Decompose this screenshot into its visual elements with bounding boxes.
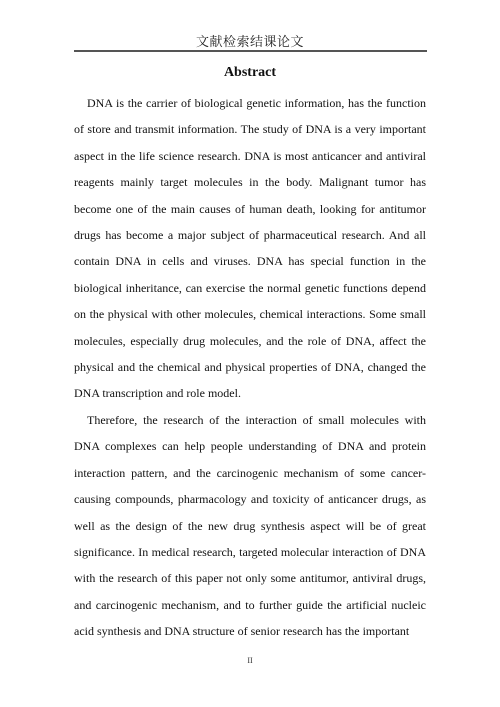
running-header-title: 文献检索结课论文 (195, 34, 304, 49)
header-divider (74, 50, 427, 52)
abstract-heading: Abstract (223, 65, 277, 80)
page-number: II (247, 656, 253, 665)
abstract-paragraph-2: Therefore, the research of the interaction of small molecules with DNA complexes can help people understanding of DNA and protein interaction pattern, and the carcinogenic mechanism of some cancer-causing compounds, pharmacology and toxicity of anticancer drugs, as well as the design of the new drug synthesis aspect will be of great significance. In medical research, targeted molecular interaction of DNA with the research of this paper not only some antitumor, antiviral drugs, and carcinogenic mechanism, and to further guide the artificial nucleic acid synthesis and DNA structure of senior research has the important (74, 412, 426, 639)
abstract-paragraph-1: DNA is the carrier of biological genetic information, has the function of store and transmit information. The study of DNA is a very important aspect in the life science research. DNA is most anticancer and antiviral reagents mainly target molecules in the body. Malignant tumor has become one of the main causes of human death, looking for antitumor drugs has become a major subject of pharmaceutical research. And all contain DNA in cells and viruses. DNA has special function in the biological inheritance, can exercise the normal genetic functions depend on the physical with other molecules, chemical interactions. Some small molecules, especially drug molecules, and the role of DNA, affect the physical and the chemical and physical properties of DNA, changed the DNA transcription and role model. (74, 96, 426, 401)
abstract-body (74, 90, 426, 645)
